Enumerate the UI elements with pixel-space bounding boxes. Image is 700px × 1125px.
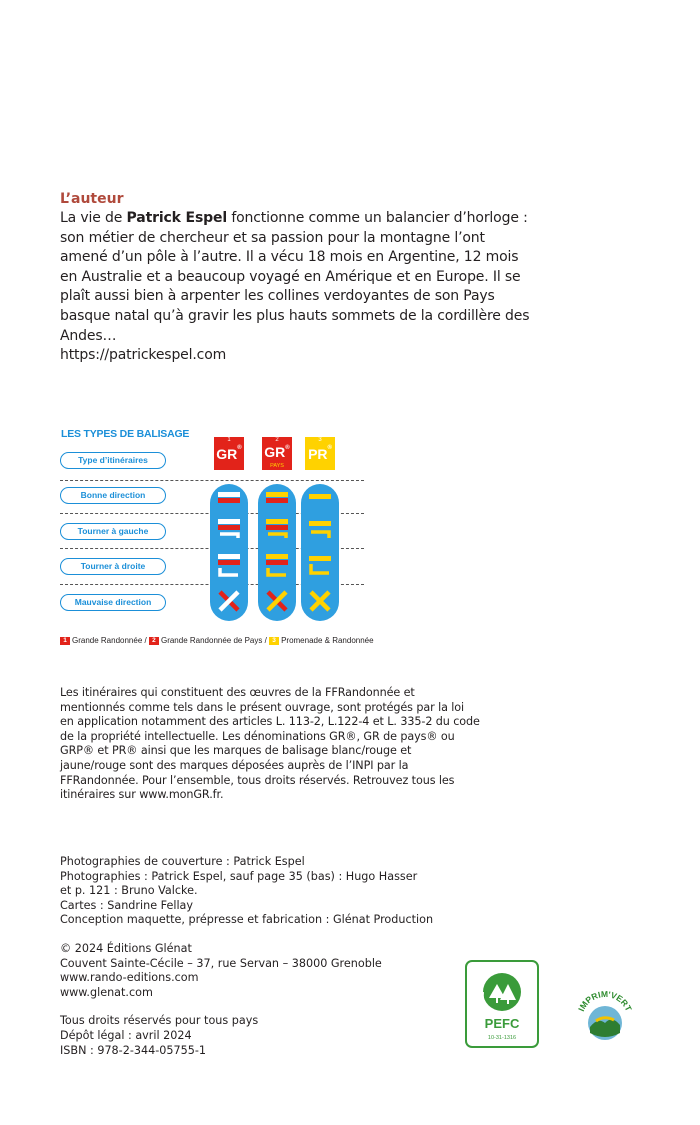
row-label-wrong-direction: Mauvaise direction <box>60 594 166 611</box>
legend-1-marker: 1 <box>60 637 70 645</box>
author-intro: La vie de <box>60 210 127 226</box>
pefc-code: 10-31-1316 <box>487 1035 517 1041</box>
gr-pays-markings <box>258 484 296 621</box>
credit-line: Photographies : Patrick Espel, sauf page 35 (bas) : Hugo Hasser <box>60 869 418 883</box>
author-section <box>60 190 530 366</box>
author-bio <box>60 209 530 366</box>
divider <box>60 480 364 481</box>
imprim-vert-text: IMPRIM'VERT <box>576 988 634 1013</box>
credits <box>60 855 480 1058</box>
row-label-route-type: Type d’itinéraires <box>60 452 166 469</box>
rights-line: Tous droits réservés pour tous pays <box>60 1014 259 1028</box>
gr-pays-badge: 2 GR® PAYS <box>262 437 292 470</box>
legend-3-label: Promenade & Randonnée <box>281 636 374 645</box>
signage-legend <box>60 636 374 645</box>
signage-title: LES TYPES DE BALISAGE <box>61 428 190 440</box>
legend-2-label: Grande Randonnée de Pays / <box>160 636 267 645</box>
credit-line: Conception maquette, prépresse et fabrication : Glénat Production <box>60 913 434 927</box>
credit-line: et p. 121 : Bruno Valcke. <box>60 884 198 898</box>
gr-markings <box>210 484 248 621</box>
publisher-website: www.rando-editions.com <box>60 971 199 985</box>
author-name: Patrick Espel <box>126 210 228 226</box>
credit-line: Photographies de couverture : Patrick Espel <box>60 855 305 868</box>
gr-pays-badge-code: GR <box>264 444 286 460</box>
pefc-tree-icon <box>467 962 537 1046</box>
gr-pays-badge-sub: PAYS <box>270 463 284 469</box>
pr-markings-icon <box>301 484 339 621</box>
author-heading: L’auteur <box>60 191 124 207</box>
legend-3-marker: 3 <box>269 637 279 645</box>
publisher-line: © 2024 Éditions Glénat <box>60 941 192 955</box>
pr-badge-number: 3 <box>305 437 335 444</box>
row-label-turn-right: Tourner à droite <box>60 558 166 575</box>
pefc-name: PEFC <box>484 1016 520 1031</box>
pr-badge-code: PR <box>308 446 328 462</box>
pr-badge: 3 PR® <box>305 437 335 470</box>
legal-deposit: Dépôt légal : avril 2024 <box>60 1028 192 1042</box>
legend-2-marker: 2 <box>149 637 159 645</box>
publisher-line: Couvent Sainte-Cécile – 37, rue Servan – 38000 Grenoble <box>60 956 382 970</box>
gr-badge: 1 GR® <box>214 437 244 470</box>
legal-notice: Les itinéraires qui constituent des œuvres de la FFRandonnée et mentionnés comme tels dans le présent ouvrage, sont protégés par la loi en application notamment des articles L. 113-2, L.122-4 et L. 335-2 du code de la propriété intellectuelle. Les dénominations GR®, GR de pays® ou GRP® et PR® ainsi que les marques de balisage blanc/rouge et jaune/rouge sont des marques déposées auprès de l’INPI par la FFRandonnée. Pour l’ensemble, tous droits réservés. Retrouvez tous les itinéraires sur www.monGR.fr. <box>60 686 480 802</box>
legend-1-label: Grande Randonnée / <box>72 636 147 645</box>
pr-markings <box>301 484 339 621</box>
author-bio-text: fonctionne comme un balancier d’horloge : son métier de chercheur et sa passion pour la montagne l’ont amené d’un pôle à l’autre. Il a vécu 18 mois en Argentine, 12 mois en Australie et a beaucoup voyagé en Amérique et en Europe. Il se plaît aussi bien à arpenter les collines verdoyantes de son Pays basque natal qu’à gravir les plus hauts sommets de la cordillère des Andes… <box>60 210 530 344</box>
gr-badge-code: GR <box>216 446 238 462</box>
signage-figure <box>60 428 374 650</box>
isbn: ISBN : 978-2-344-05755-1 <box>60 1043 207 1057</box>
gr-markings-icon <box>210 484 248 621</box>
credit-line: Cartes : Sandrine Fellay <box>60 898 194 912</box>
pefc-logo <box>465 960 539 1048</box>
gr-badge-number: 1 <box>214 437 244 444</box>
row-label-good-direction: Bonne direction <box>60 487 166 504</box>
gr-pays-badge-number: 2 <box>262 437 292 444</box>
gr-pays-markings-icon <box>258 484 296 621</box>
row-label-turn-left: Tourner à gauche <box>60 523 166 540</box>
imprim-vert-icon <box>574 987 636 1049</box>
publisher-website: www.glenat.com <box>60 985 153 999</box>
author-website: https://patrickespel.com <box>60 347 227 364</box>
imprim-vert-logo <box>574 987 636 1049</box>
